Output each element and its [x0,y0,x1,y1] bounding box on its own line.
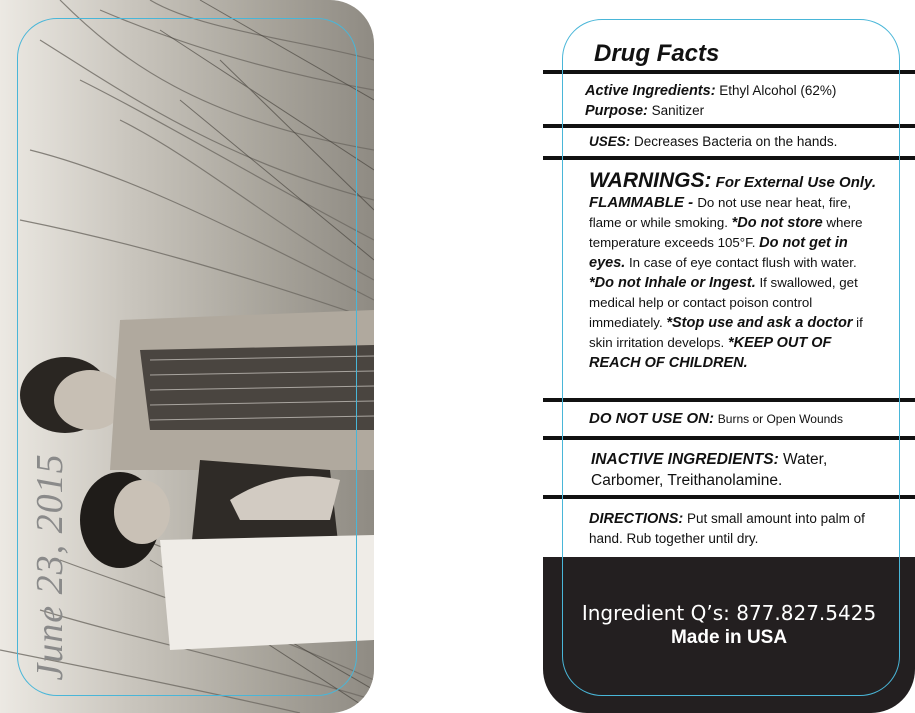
purpose-value: Sanitizer [651,103,705,118]
date-text: June 23, 2015 [29,453,71,681]
warnings-s4: *Do not Inhale or Ingest. [589,275,756,291]
donot-label: DO NOT USE ON: [589,410,715,427]
photo-label-panel [0,0,374,713]
drug-facts-title: Drug Facts [594,40,720,67]
directions-value: Put small amount into palm of hand. Rub together until dry. [589,511,865,546]
active-value: Ethyl Alcohol (62%) [719,83,837,98]
warnings-t1: Do not use near heat, fire, flame or while smoking. [589,195,852,230]
donot-value: Burns or Open Wounds [717,412,843,426]
warnings-t2: where temperature exceeds 105°F. [589,215,863,250]
uses-label: USES: [589,134,631,149]
warnings-heading: WARNINGS: [589,169,712,192]
warnings-s6: *KEEP OUT OF REACH OF CHILDREN. [589,335,832,371]
warnings-t4: If swallowed, get medical help or contact poison control immediately. [589,275,858,330]
warnings-s1: For External Use Only. FLAMMABLE - [589,174,876,211]
facts-trim-guide [562,19,900,696]
active-label: Active Ingredients: [585,83,716,99]
warnings-s3: Do not get in eyes. [589,235,848,271]
warnings-t3: In case of eye contact flush with water. [625,255,857,270]
inactive-value: Water, Carbomer, Treithanolamine. [591,451,828,489]
warnings-t5: if skin irritation develops. [589,315,863,350]
inactive-label: INACTIVE INGREDIENTS: [591,451,779,468]
warnings-s5: *Stop use and ask a doctor [666,315,853,331]
questions-phone: Ingredient Q’s: 877.827.5425 [581,601,877,625]
drug-facts-panel [543,0,915,713]
warnings-s2: *Do not store [731,215,823,231]
uses-value: Decreases Bacteria on the hands. [634,134,838,149]
purpose-label: Purpose: [585,103,648,119]
directions-label: DIRECTIONS: [589,511,684,527]
made-in-usa: Made in USA [670,627,788,648]
